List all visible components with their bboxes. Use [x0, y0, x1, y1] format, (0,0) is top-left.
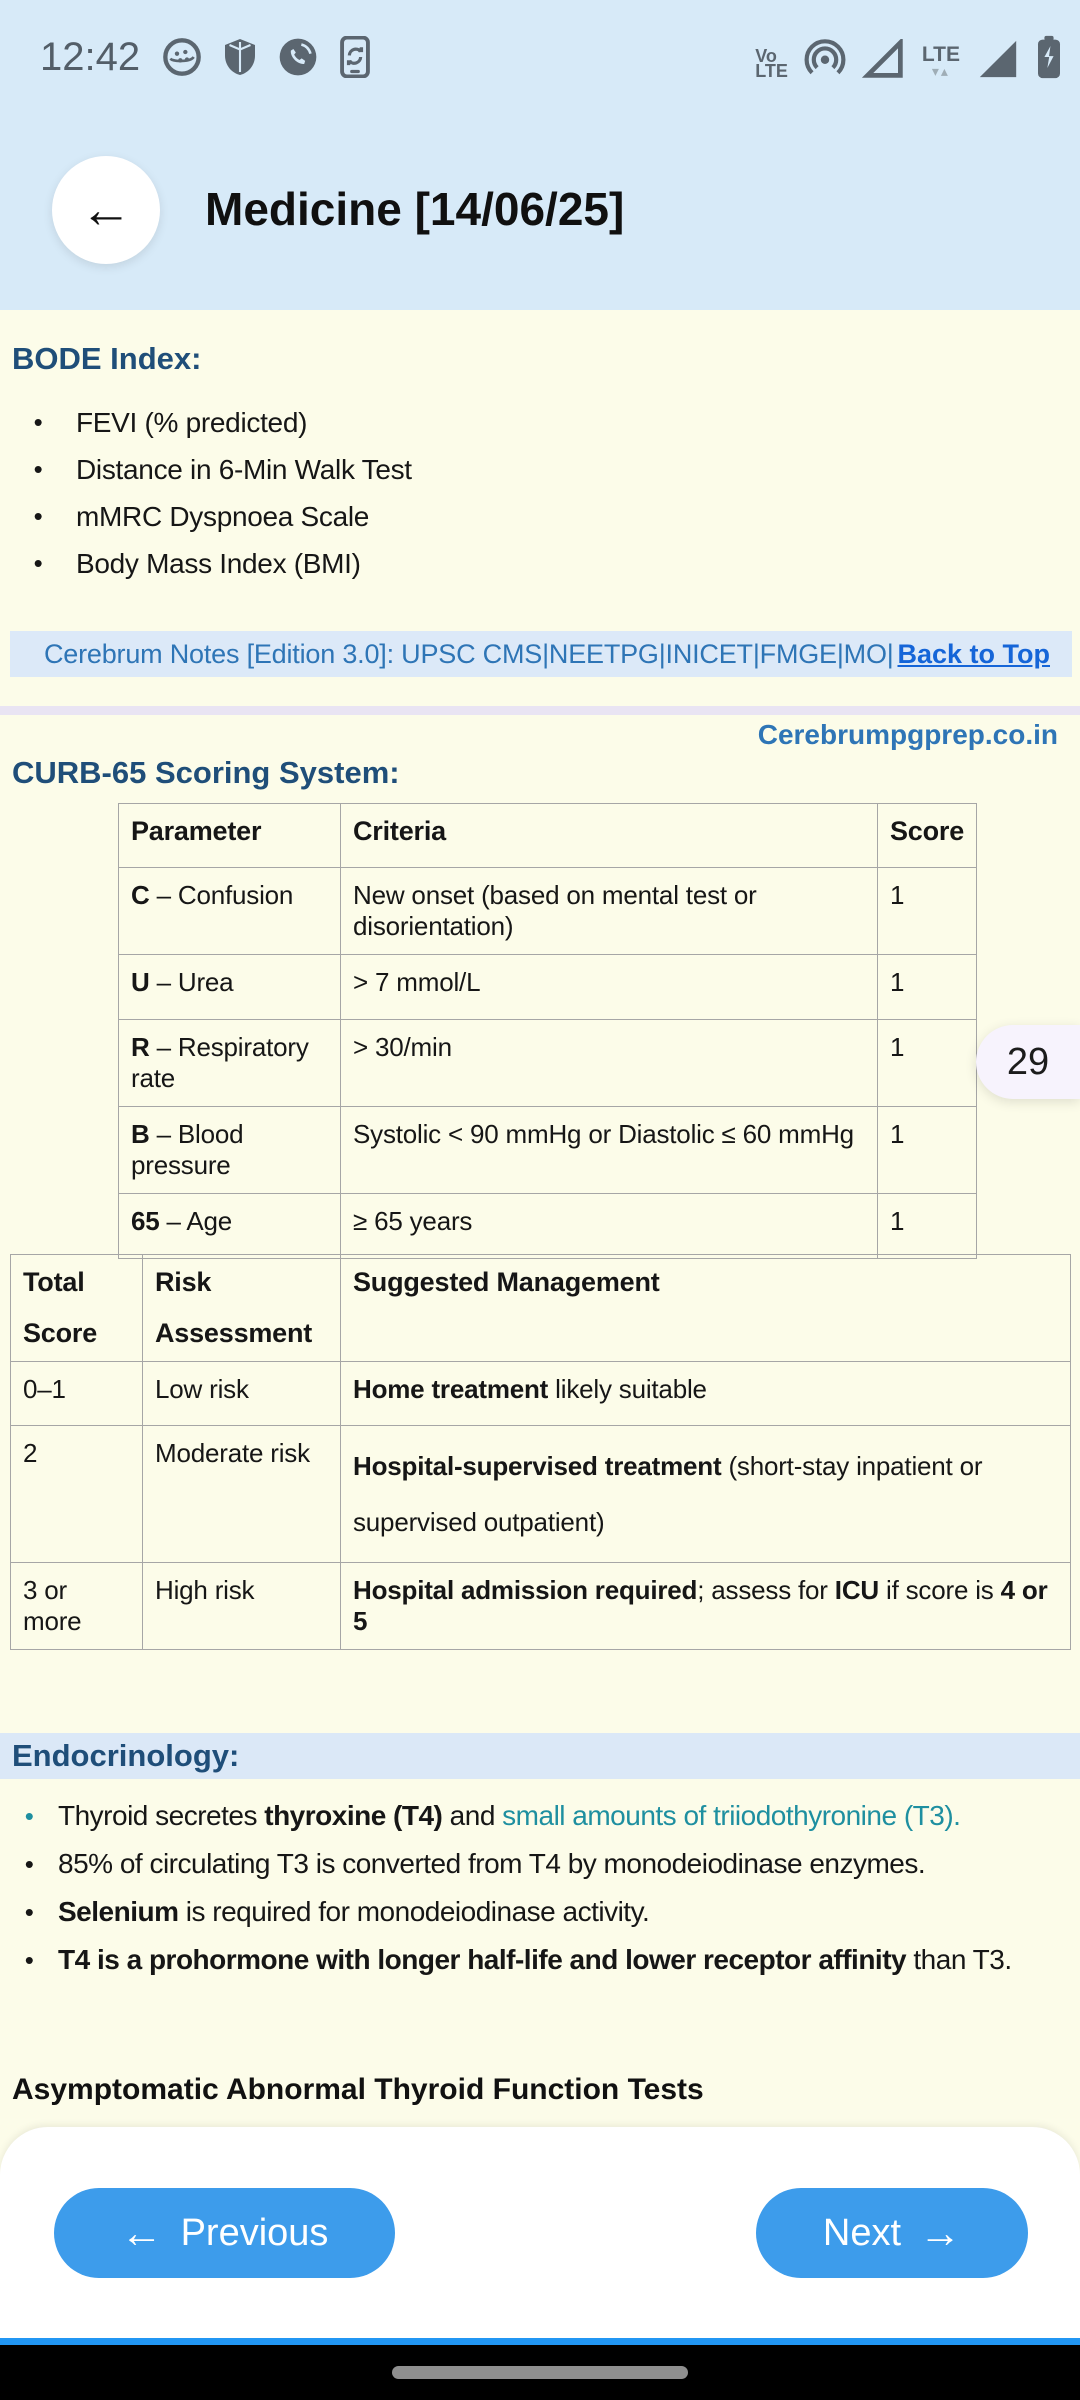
bullet-icon: •: [24, 1848, 34, 1879]
phone-sync-icon: [338, 36, 372, 78]
list-item-text: FEVI (% predicted): [76, 406, 308, 438]
app-badge-icon: [162, 37, 202, 77]
status-bar: [0, 0, 1080, 100]
parameter-cell: C – Confusion: [119, 868, 341, 955]
table-header-row: [119, 804, 977, 868]
section-divider: [0, 706, 1080, 715]
list-item: [0, 1936, 1080, 1984]
edition-banner: [10, 631, 1072, 677]
bode-bullet-list: [0, 399, 1000, 587]
next-button[interactable]: [756, 2188, 1028, 2278]
hotspot-icon: [804, 37, 846, 79]
signal-triangle-filled-icon: [976, 39, 1020, 79]
page-title: Medicine [14/06/25]: [205, 183, 625, 235]
list-item: [0, 1792, 1080, 1840]
table-row: [119, 1020, 977, 1107]
list-item: [0, 540, 1000, 587]
criteria-cell: > 7 mmol/L: [341, 955, 878, 1020]
table-row: [119, 1194, 977, 1259]
risk-cell: High risk: [143, 1563, 341, 1650]
table-header-row: [11, 1255, 1071, 1362]
data-arrows-icon: ▾▴: [931, 63, 950, 79]
score-cell: 1: [878, 1107, 977, 1194]
column-header: Suggested Management: [341, 1255, 1071, 1362]
list-item-text: T4 is a prohormone with longer half-life and lower receptor affinity than T3.: [58, 1944, 1012, 1975]
column-header: Parameter: [119, 804, 341, 868]
list-item-text: Thyroid secretes thyroxine (T4) and small amounts of triiodothyronine (T3).: [58, 1800, 961, 1831]
criteria-cell: New onset (based on mental test or disorientation): [341, 868, 878, 955]
list-item-text: Body Mass Index (BMI): [76, 547, 361, 579]
management-cell: Hospital-supervised treatment (short-stay inpatient or supervised outpatient): [341, 1426, 1071, 1563]
parameter-cell: U – Urea: [119, 955, 341, 1020]
score-cell: 1: [878, 1194, 977, 1259]
bottom-accent-strip: [0, 2338, 1080, 2345]
list-item-text: 85% of circulating T3 is converted from T4 by monodeiodinase enzymes.: [58, 1848, 926, 1879]
back-button[interactable]: [52, 156, 160, 264]
parameter-cell: B – Blood pressure: [119, 1107, 341, 1194]
bullet-icon: •: [33, 454, 43, 484]
list-item: [0, 493, 1000, 540]
list-item: [0, 399, 1000, 446]
criteria-cell: Systolic < 90 mmHg or Diastolic ≤ 60 mmHg: [341, 1107, 878, 1194]
criteria-cell: > 30/min: [341, 1020, 878, 1107]
criteria-cell: ≥ 65 years: [341, 1194, 878, 1259]
arrow-right-icon: →: [919, 2209, 962, 2256]
table-row: [119, 955, 977, 1020]
list-item-text: Selenium is required for monodeiodinase activity.: [58, 1896, 650, 1927]
arrow-left-icon: ←: [120, 2209, 163, 2256]
app-header: [0, 100, 1080, 310]
management-cell: Hospital admission required; assess for ICU if score is 4 or 5: [341, 1563, 1071, 1650]
battery-icon: [1036, 35, 1062, 79]
management-cell: Home treatment likely suitable: [341, 1362, 1071, 1426]
banner-text: Cerebrum Notes [Edition 3.0]: UPSC CMS|NEETPG|INICET|FMGE|MO|: [44, 638, 894, 669]
signal-triangle-outline-icon: [862, 39, 906, 79]
column-header: Score: [878, 804, 977, 868]
table-row: [119, 868, 977, 955]
risk-cell: Low risk: [143, 1362, 341, 1426]
list-item: [0, 1888, 1080, 1936]
endocrinology-bullet-list: [0, 1792, 1080, 1984]
column-header: Risk Assessment: [143, 1255, 341, 1362]
bullet-icon: •: [33, 548, 43, 578]
bullet-icon: •: [33, 407, 43, 437]
bullet-icon: •: [24, 1896, 34, 1927]
previous-button[interactable]: [54, 2188, 395, 2278]
status-time: 12:42: [40, 34, 141, 79]
table-row: [11, 1362, 1071, 1426]
score-cell: 1: [878, 1020, 977, 1107]
list-item-text: Distance in 6-Min Walk Test: [76, 453, 412, 485]
total-score-cell: 0–1: [11, 1362, 143, 1426]
site-watermark: Cerebrumpgprep.co.in: [757, 719, 1058, 750]
column-header: Criteria: [341, 804, 878, 868]
bullet-icon: •: [33, 501, 43, 531]
shield-icon: [222, 37, 258, 77]
list-item: [0, 446, 1000, 493]
table-row: [11, 1426, 1071, 1563]
curb65-table: [118, 803, 977, 1259]
page-number-badge[interactable]: 29: [976, 1025, 1080, 1099]
parameter-cell: 65 – Age: [119, 1194, 341, 1259]
total-score-cell: 2: [11, 1426, 143, 1563]
table-row: [11, 1563, 1071, 1650]
section-heading-endocrinology: Endocrinology:: [12, 1738, 240, 1773]
bottom-nav-card: [0, 2127, 1080, 2338]
section-band-endocrinology: [0, 1733, 1080, 1779]
next-label: Next: [822, 2211, 902, 2254]
list-item-text: mMRC Dyspnoea Scale: [76, 500, 370, 532]
back-to-top-link[interactable]: Back to Top: [897, 638, 1050, 669]
parameter-cell: R – Respiratory rate: [119, 1020, 341, 1107]
gesture-handle[interactable]: [392, 2366, 688, 2379]
list-item: [0, 1840, 1080, 1888]
lte-indicator: LTE ▾▴: [921, 43, 960, 79]
risk-management-table: [10, 1254, 1071, 1650]
bullet-icon: •: [24, 1800, 34, 1831]
column-header: Total Score: [11, 1255, 143, 1362]
score-cell: 1: [878, 868, 977, 955]
call-circle-icon: [278, 37, 318, 77]
section-heading-curb65: CURB-65 Scoring System:: [12, 755, 400, 790]
system-gesture-area: [0, 2345, 1080, 2400]
section-heading-bode: BODE Index:: [12, 341, 202, 376]
risk-cell: Moderate risk: [143, 1426, 341, 1563]
total-score-cell: 3 or more: [11, 1563, 143, 1650]
previous-label: Previous: [180, 2211, 329, 2254]
volte-indicator: Vo LTE: [755, 46, 788, 81]
score-cell: 1: [878, 955, 977, 1020]
table-row: [119, 1107, 977, 1194]
bullet-icon: •: [24, 1944, 34, 1975]
section-heading-asymptomatic: Asymptomatic Abnormal Thyroid Function Tests: [12, 2073, 704, 2106]
back-arrow-icon: ←: [80, 181, 132, 239]
